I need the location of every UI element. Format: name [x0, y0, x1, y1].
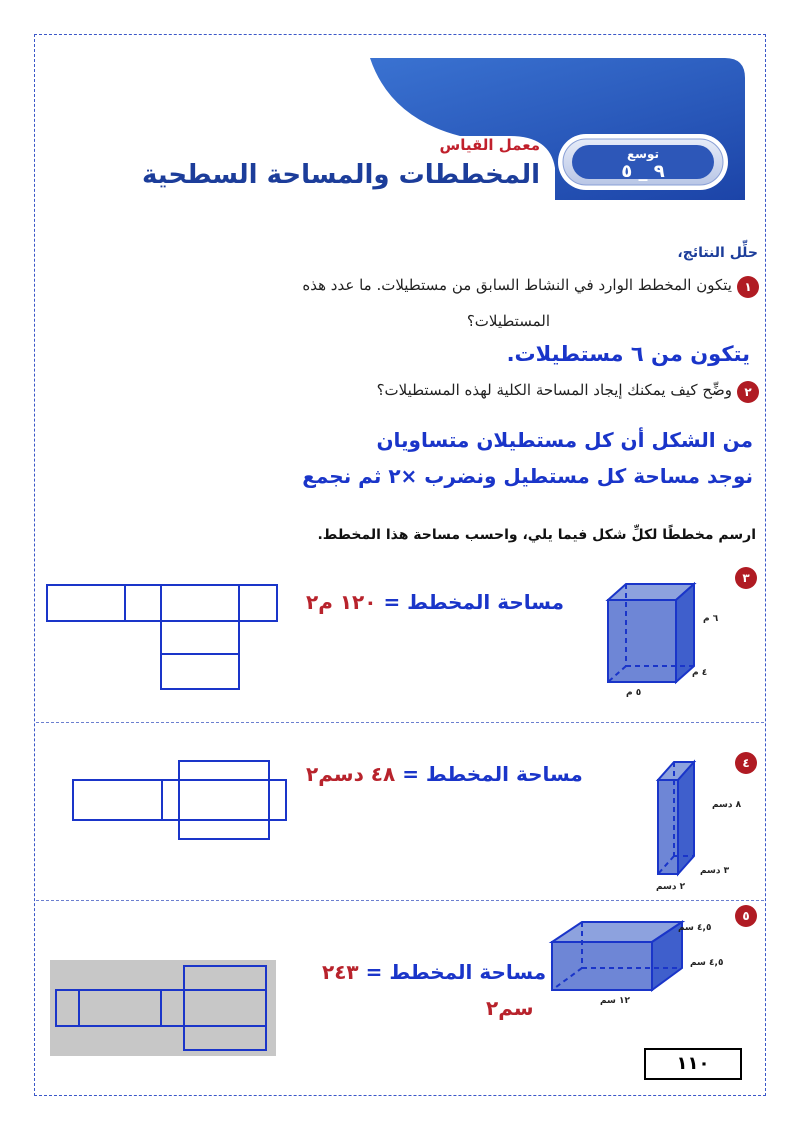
exercise-3-area: [306, 590, 564, 614]
question-2-text: وضِّح كيف يمكنك إيجاد المساحة الكلية لهذه المستطيلات؟: [376, 381, 732, 399]
exercise-4-area: [306, 762, 583, 786]
analysis-heading: حلِّل النتائج،: [677, 245, 758, 261]
exercise-4-height: ٨ دسم: [712, 800, 742, 810]
question-2-badge: ٢: [737, 381, 759, 403]
exercise-5-width: ١٢ سم: [600, 996, 631, 1006]
exercise-3-area-value: ١٢٠ م٢: [306, 590, 377, 614]
exercise-3-area-label: مساحة المخطط =: [383, 590, 564, 614]
exercise-3-depth: ٤ م: [692, 668, 708, 678]
exercise-3-net: [46, 584, 280, 692]
exercise-4-width: ٢ دسم: [656, 882, 686, 892]
exercise-4-badge: ٤: [735, 752, 757, 774]
exercise-5-area-label: مساحة المخطط =: [365, 960, 547, 984]
exercise-5-net: [50, 960, 278, 1058]
page-number: ١١٠: [644, 1048, 742, 1080]
exercise-4-net: [72, 760, 290, 842]
exercise-5-depth: ٤,٥ سم: [690, 958, 724, 968]
exercise-4-area-label: مساحة المخطط =: [402, 762, 583, 786]
exercise-5-prism: [546, 910, 688, 1002]
exercise-4-prism: [650, 752, 706, 882]
exercise-3-prism: [596, 570, 706, 696]
badge-label: توسع: [626, 147, 660, 161]
exercise-5-area-unit: سم٢: [486, 996, 534, 1020]
question-2-answer-line1: من الشكل أن كل مستطيلان متساويان: [376, 428, 753, 452]
page-title: المخططات والمساحة السطحية: [141, 160, 540, 190]
exercise-4-depth: ٣ دسم: [700, 866, 730, 876]
exercise-5-badge: ٥: [735, 905, 757, 927]
question-1-answer: يتكون من ٦ مستطيلات.: [506, 342, 750, 366]
instruction-text: ارسم مخططًا لكلِّ شكل فيما يلي، واحسب مساحة هذا المخطط.: [317, 527, 756, 543]
section-divider: [36, 722, 764, 723]
exercise-5-height: ٤,٥ سم: [678, 923, 712, 933]
question-2-answer-line2: نوجد مساحة كل مستطيل ونضرب ×٢ ثم نجمع: [302, 464, 753, 488]
badge-number: ٩ _ ٥: [621, 161, 665, 182]
question-1-badge: ١: [737, 276, 759, 298]
exercise-5-area: [322, 960, 546, 984]
question-1-text: يتكون المخطط الوارد في النشاط السابق من مستطيلات. ما عدد هذه: [302, 276, 732, 294]
exercise-4-area-value: ٤٨ دسم٢: [306, 762, 396, 786]
exercise-3-badge: ٣: [735, 567, 757, 589]
exercise-5-area-value: ٢٤٣: [322, 960, 359, 984]
section-divider: [36, 900, 764, 901]
header-subtitle: معمل القياس: [439, 136, 540, 154]
exercise-3-height: ٦ م: [703, 614, 719, 624]
question-1-text-cont: المستطيلات؟: [466, 312, 550, 330]
exercise-3-width: ٥ م: [626, 688, 642, 698]
